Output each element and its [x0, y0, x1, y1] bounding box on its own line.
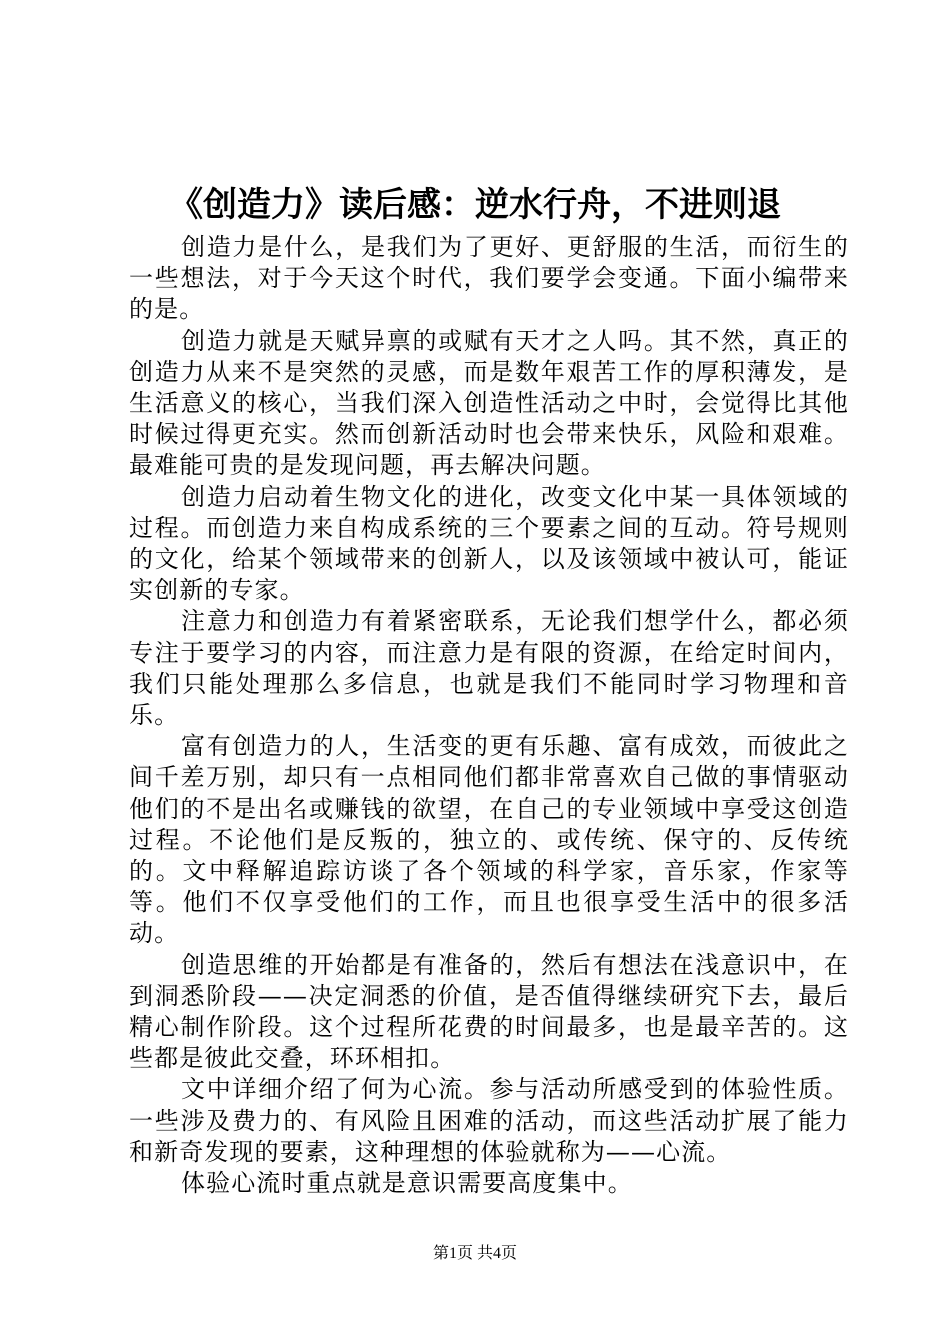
paragraph: 富有创造力的人，生活变的更有乐趣、富有成效，而彼此之间千差万别，却只有一点相同他们都非常喜欢自己做的事情驱动他们的不是出名或赚钱的欲望，在自己的专业领域中享受这创造过程。不论他们是反叛的，独立的、或传统、保守的、反传统的。文中释解追踪访谈了各个领域的科学家，音乐家，作家等等。他们不仅享受他们的工作，而且也很享受生活中的很多活动。: [129, 732, 849, 948]
document-title: 《创造力》读后感：逆水行舟，不进则退: [169, 185, 781, 225]
paragraph: 创造思维的开始都是有准备的，然后有想法在浅意识中，在到洞悉阶段——决定洞悉的价值，是否值得继续研究下去，最后精心制作阶段。这个过程所花费的时间最多，也是最辛苦的。这些都是彼此交叠，环环相扣。: [129, 950, 849, 1073]
page-number-footer: 第1页 共4页: [432, 1245, 517, 1262]
document-body: [129, 232, 849, 1199]
paragraph: 体验心流时重点就是意识需要高度集中。: [181, 1169, 633, 1198]
paragraph: 创造力是什么，是我们为了更好、更舒服的生活，而衍生的一些想法，对于今天这个时代，我们要学会变通。下面小编带来的是。: [129, 233, 849, 324]
paragraph: 注意力和创造力有着紧密联系，无论我们想学什么，都必须专注于要学习的内容，而注意力是有限的资源，在给定时间内，我们只能处理那么多信息，也就是我们不能同时学习物理和音乐。: [129, 607, 849, 730]
paragraph: 创造力启动着生物文化的进化，改变文化中某一具体领域的过程。而创造力来自构成系统的三个要素之间的互动。符号规则的文化，给某个领域带来的创新人，以及该领域中被认可，能证实创新的专家。: [129, 482, 849, 605]
paragraph: 文中详细介绍了何为心流。参与活动所感受到的体验性质。一些涉及费力的、有风险且困难的活动，而这些活动扩展了能力和新奇发现的要素，这种理想的体验就称为——心流。: [129, 1075, 849, 1166]
paragraph: 创造力就是天赋异禀的或赋有天才之人吗。其不然，真正的创造力从来不是突然的灵感，而是数年艰苦工作的厚积薄发，是生活意义的核心，当我们深入创造性活动之中时，会觉得比其他时候过得更充实。然而创新活动时也会带来快乐，风险和艰难。最难能可贵的是发现问题，再去解决问题。: [129, 326, 849, 480]
